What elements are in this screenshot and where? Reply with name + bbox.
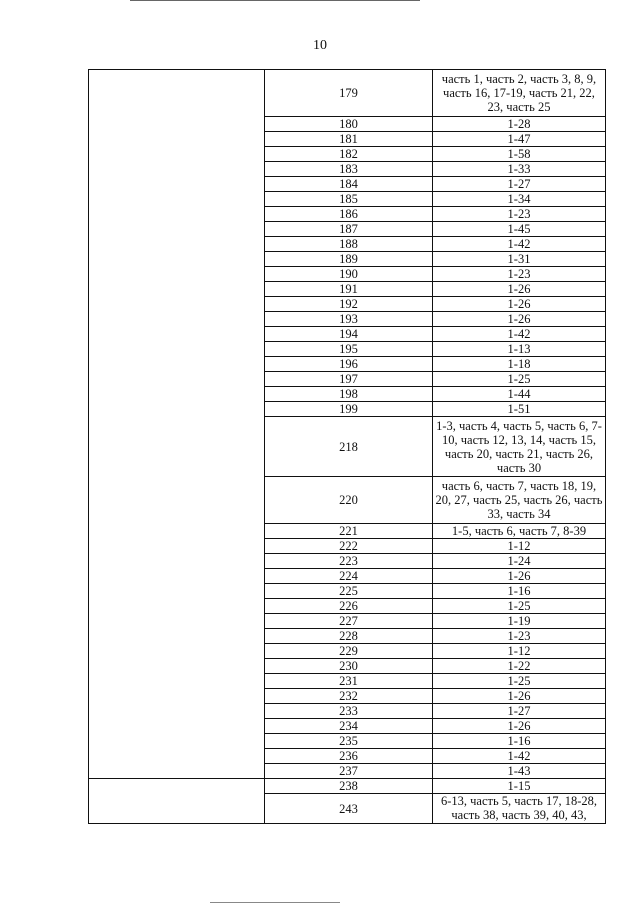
allotment-parts-cell: 1-13 <box>433 342 606 357</box>
allotment-parts-cell: 1-25 <box>433 372 606 387</box>
quarter-number-cell: 188 <box>265 237 433 252</box>
quarter-number-cell: 191 <box>265 282 433 297</box>
top-rule <box>130 0 420 1</box>
quarter-number-cell: 190 <box>265 267 433 282</box>
allotment-parts-cell: 1-26 <box>433 689 606 704</box>
allotment-parts-cell: 1-26 <box>433 312 606 327</box>
forestry-cell-empty <box>89 779 265 824</box>
quarter-number-cell: 236 <box>265 749 433 764</box>
quarter-number-cell: 237 <box>265 764 433 779</box>
quarter-number-cell: 187 <box>265 222 433 237</box>
allotment-parts-cell: 1-25 <box>433 599 606 614</box>
quarter-number-cell: 228 <box>265 629 433 644</box>
allotment-parts-cell: 1-26 <box>433 282 606 297</box>
allotment-parts-cell: 1-26 <box>433 719 606 734</box>
allotment-parts-cell: 1-26 <box>433 569 606 584</box>
allotment-parts-cell: 1-18 <box>433 357 606 372</box>
allotment-parts-cell: 1-3, часть 4, часть 5, часть 6, 7-10, часть 12, 13, 14, часть 15, часть 20, часть 21, часть 26, часть 30 <box>433 417 606 477</box>
allotment-parts-cell: 1-15 <box>433 779 606 794</box>
allotment-parts-cell: 1-23 <box>433 207 606 222</box>
quarter-number-cell: 194 <box>265 327 433 342</box>
quarter-number-cell: 234 <box>265 719 433 734</box>
quarter-number-cell: 179 <box>265 70 433 117</box>
quarter-number-cell: 223 <box>265 554 433 569</box>
quarter-number-cell: 222 <box>265 539 433 554</box>
allotment-parts-cell: 1-5, часть 6, часть 7, 8-39 <box>433 524 606 539</box>
allotment-parts-cell: 1-26 <box>433 297 606 312</box>
allotment-parts-cell: 1-34 <box>433 192 606 207</box>
quarter-number-cell: 195 <box>265 342 433 357</box>
quarter-number-cell: 224 <box>265 569 433 584</box>
allotment-parts-cell: 1-16 <box>433 734 606 749</box>
quarter-number-cell: 184 <box>265 177 433 192</box>
quarter-number-cell: 182 <box>265 147 433 162</box>
quarter-number-cell: 243 <box>265 794 433 824</box>
quarter-number-cell: 198 <box>265 387 433 402</box>
allotment-parts-cell: 1-43 <box>433 764 606 779</box>
allotment-parts-cell: 1-44 <box>433 387 606 402</box>
allotment-parts-cell: 1-25 <box>433 674 606 689</box>
allotment-parts-cell: 1-47 <box>433 132 606 147</box>
allotment-table <box>88 69 606 824</box>
quarter-number-cell: 183 <box>265 162 433 177</box>
allotment-parts-cell: 1-42 <box>433 749 606 764</box>
quarter-number-cell: 181 <box>265 132 433 147</box>
allotment-parts-cell: 1-12 <box>433 644 606 659</box>
allotment-parts-cell: 1-45 <box>433 222 606 237</box>
page-number: 10 <box>313 38 327 53</box>
allotment-parts-cell: 1-27 <box>433 704 606 719</box>
quarter-number-cell: 196 <box>265 357 433 372</box>
quarter-number-cell: 230 <box>265 659 433 674</box>
quarter-number-cell: 193 <box>265 312 433 327</box>
quarter-number-cell: 227 <box>265 614 433 629</box>
allotment-parts-cell: 1-58 <box>433 147 606 162</box>
quarter-number-cell: 197 <box>265 372 433 387</box>
allotment-parts-cell: 1-31 <box>433 252 606 267</box>
forestry-cell-empty <box>89 70 265 779</box>
bottom-rule <box>210 902 340 903</box>
allotment-parts-cell: часть 6, часть 7, часть 18, 19, 20, 27, часть 25, часть 26, часть 33, часть 34 <box>433 477 606 524</box>
quarter-number-cell: 199 <box>265 402 433 417</box>
allotment-parts-cell: 1-42 <box>433 327 606 342</box>
allotment-parts-cell: 1-22 <box>433 659 606 674</box>
table-row <box>89 779 606 794</box>
quarter-number-cell: 189 <box>265 252 433 267</box>
quarter-number-cell: 218 <box>265 417 433 477</box>
quarter-number-cell: 231 <box>265 674 433 689</box>
allotment-parts-cell: 1-23 <box>433 267 606 282</box>
allotment-parts-cell: 6-13, часть 5, часть 17, 18-28, часть 38, часть 39, 40, 43, <box>433 794 606 824</box>
allotment-parts-cell: 1-12 <box>433 539 606 554</box>
allotment-parts-cell: 1-51 <box>433 402 606 417</box>
allotment-parts-cell: 1-28 <box>433 117 606 132</box>
quarter-number-cell: 233 <box>265 704 433 719</box>
quarter-number-cell: 186 <box>265 207 433 222</box>
table-row <box>89 70 606 117</box>
allotment-parts-cell: 1-27 <box>433 177 606 192</box>
quarter-number-cell: 238 <box>265 779 433 794</box>
allotment-parts-cell: 1-42 <box>433 237 606 252</box>
quarter-number-cell: 221 <box>265 524 433 539</box>
quarter-number-cell: 232 <box>265 689 433 704</box>
allotment-parts-cell: 1-23 <box>433 629 606 644</box>
allotment-parts-cell: 1-19 <box>433 614 606 629</box>
quarter-number-cell: 220 <box>265 477 433 524</box>
allotment-parts-cell: 1-24 <box>433 554 606 569</box>
quarter-number-cell: 235 <box>265 734 433 749</box>
quarter-number-cell: 180 <box>265 117 433 132</box>
allotment-parts-cell: 1-16 <box>433 584 606 599</box>
quarter-number-cell: 192 <box>265 297 433 312</box>
allotment-parts-cell: часть 1, часть 2, часть 3, 8, 9, часть 16, 17-19, часть 21, 22, 23, часть 25 <box>433 70 606 117</box>
quarter-number-cell: 229 <box>265 644 433 659</box>
quarter-number-cell: 185 <box>265 192 433 207</box>
allotment-parts-cell: 1-33 <box>433 162 606 177</box>
quarter-number-cell: 226 <box>265 599 433 614</box>
quarter-number-cell: 225 <box>265 584 433 599</box>
